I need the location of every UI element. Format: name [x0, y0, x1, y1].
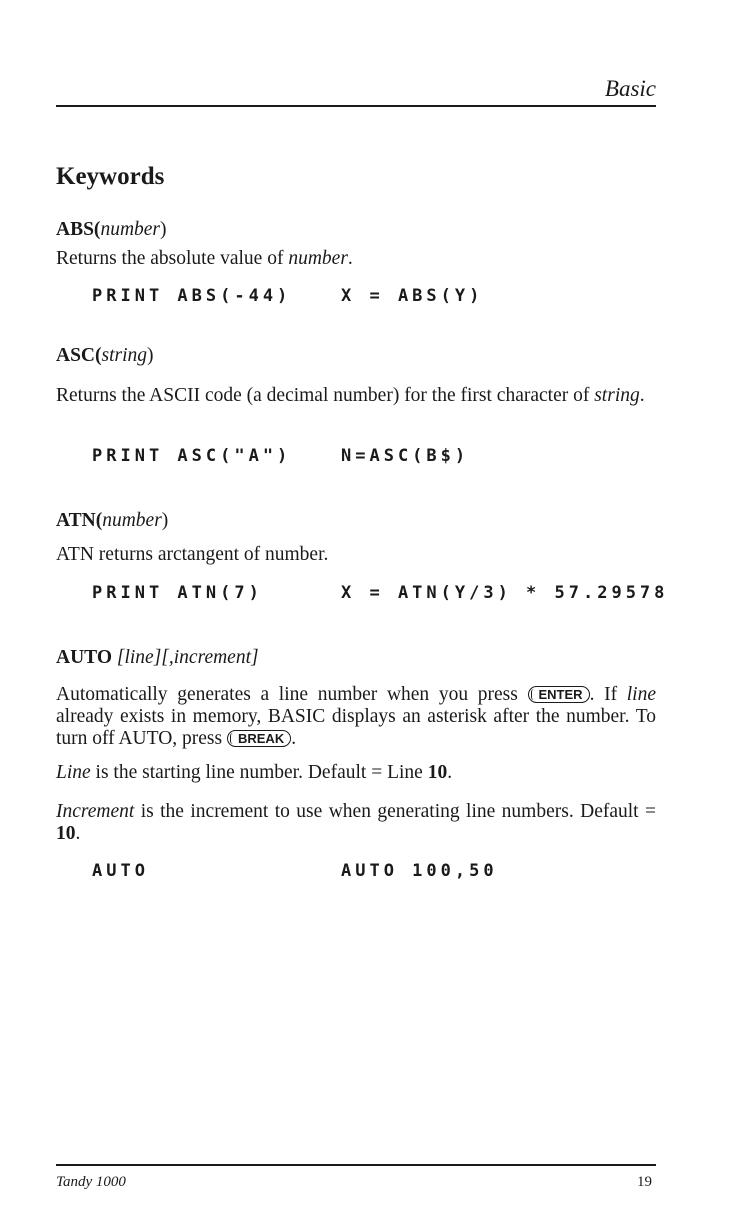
asc-desc-arg: string [594, 385, 640, 406]
abs-description [56, 248, 656, 270]
auto-example-right: AUTO 100,50 [341, 861, 498, 881]
auto-desc-text: Automatically generates a line number when you press [56, 684, 528, 705]
header-rule [56, 105, 656, 107]
auto-line-arg: Line [56, 762, 91, 783]
section-heading: Keywords [56, 163, 165, 190]
atn-keyword: ATN( [56, 510, 103, 531]
auto-description [56, 684, 656, 750]
running-header-title: Basic [604, 76, 656, 101]
asc-entry-title [56, 345, 154, 367]
asc-description [56, 385, 656, 407]
footer-book-title: Tandy 1000 [56, 1174, 126, 1190]
footer-rule [56, 1164, 656, 1166]
abs-example-left: PRINT ABS(-44) [92, 286, 292, 306]
asc-desc-text: Returns the ASCII code (a decimal number) for the first character of [56, 385, 595, 406]
abs-desc-arg: number [288, 248, 348, 269]
break-key-icon [227, 730, 291, 747]
atn-close: ) [161, 510, 169, 531]
abs-example-right: X = ABS(Y) [341, 286, 484, 306]
auto-keyword: AUTO [56, 647, 112, 668]
auto-increment-text: is the increment to use when generating line numbers. Default = [134, 801, 656, 822]
auto-line-text: is the starting line number. Default = Line [90, 762, 428, 783]
asc-arg: string [101, 345, 148, 366]
abs-entry-title [56, 219, 167, 241]
atn-example-left: PRINT ATN(7) [92, 583, 263, 603]
auto-line-default: 10 [427, 762, 448, 783]
abs-arg: number [100, 219, 161, 240]
auto-increment-default: 10 [56, 823, 76, 844]
enter-key-label: ENTER [538, 687, 583, 702]
asc-desc-end: . [639, 385, 645, 406]
abs-close: ) [160, 219, 167, 240]
break-key-label: BREAK [237, 731, 285, 746]
auto-line-description [56, 762, 656, 784]
abs-desc-end: . [347, 248, 353, 269]
atn-arg: number [102, 510, 162, 531]
auto-desc-end: . [291, 728, 297, 749]
auto-example-left: AUTO [92, 861, 149, 881]
auto-desc-line-arg: line [626, 684, 656, 705]
atn-description: ATN returns arctangent of number. [56, 544, 329, 565]
auto-entry-title [56, 647, 259, 669]
asc-example-right: N=ASC(B$) [341, 446, 470, 466]
asc-keyword: ASC( [56, 345, 102, 366]
asc-close: ) [147, 345, 154, 366]
auto-increment-description [56, 801, 656, 845]
auto-desc-mid: . If [589, 684, 627, 705]
auto-increment-end: . [75, 823, 81, 844]
abs-keyword: ABS( [56, 219, 101, 240]
atn-entry-title [56, 510, 168, 532]
auto-increment-arg: Increment [56, 801, 135, 822]
asc-example-left: PRINT ASC("A") [92, 446, 292, 466]
enter-key-icon [528, 686, 590, 703]
abs-desc-text: Returns the absolute value of [56, 248, 289, 269]
auto-line-end: . [447, 762, 453, 783]
auto-desc-text2: already exists in memory, BASIC displays an asterisk after the number. To turn off AUTO, press [56, 706, 656, 749]
atn-example-right: X = ATN(Y/3) * 57.29578 [341, 583, 669, 603]
auto-args: [line][,increment] [116, 647, 259, 668]
page-number: 19 [637, 1174, 652, 1190]
